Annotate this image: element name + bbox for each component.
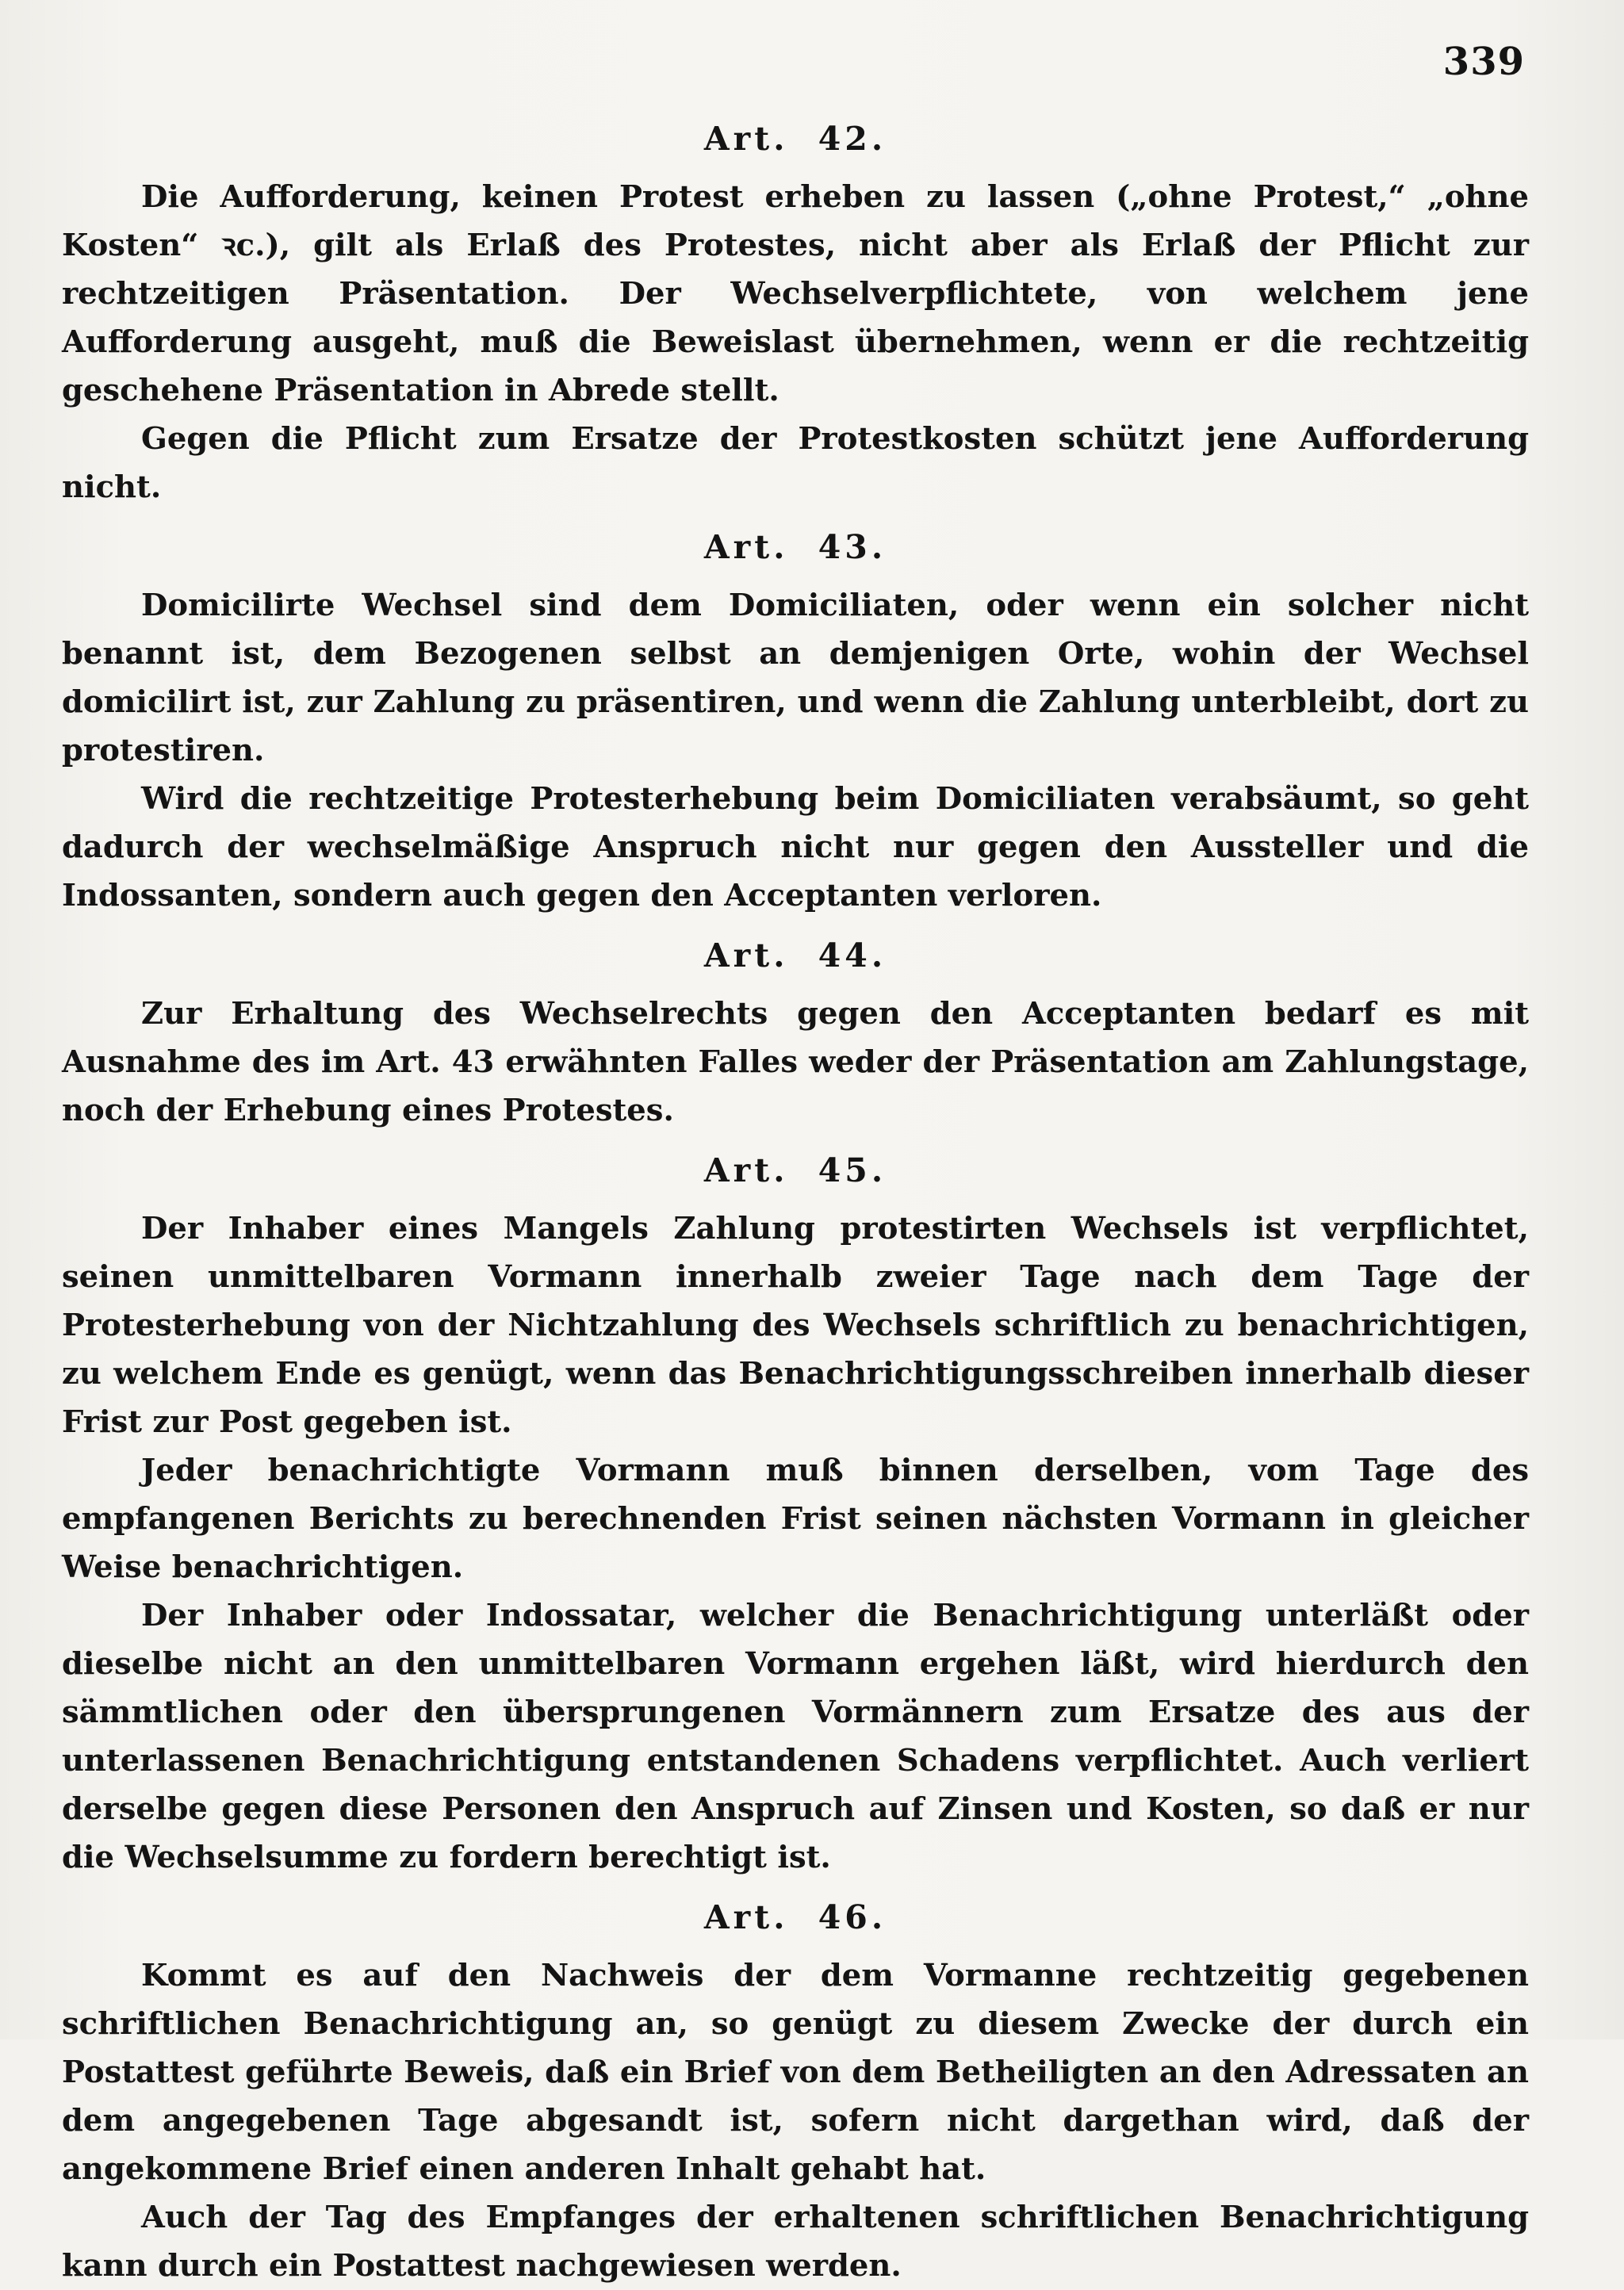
article-paragraph: Jeder benachrichtigte Vormann muß binnen derselben, vom Tage des empfangenen Berichts zu berechnenden Frist seinen nächsten Vormann in gleicher Weise benachrichtigen. bbox=[62, 1453, 1529, 1585]
article-paragraph: Kommt es auf den Nachweis der dem Vormanne rechtzeitig gegebenen schriftlichen Benachrichtigung an, so genügt zu diesem Zwecke der durch ein Postattest geführte Beweis, daß ein Brief von dem Betheiligten an den Adressaten an dem angegebenen Tage abgesandt ist, sofern nicht dargethan wird, daß der angekommene Brief einen anderen Inhalt gehabt hat. bbox=[62, 1958, 1529, 2187]
article-heading: Art. 43. bbox=[703, 528, 887, 566]
article-paragraph: Die Aufforderung, keinen Protest erheben zu lassen („ohne Protest,“ „ohne Kosten“ ꝛc.), gilt als Erlaß des Protestes, nicht aber als Erlaß der Pflicht zur rechtzeitigen Präsentation. Der Wechselverpflichtete, von welchem jene Aufforderung ausgeht, muß die Beweislast übernehmen, wenn er die rechtzeitig geschehene Präsentation in Abrede stellt. bbox=[62, 179, 1529, 408]
article-heading: Art. 45. bbox=[703, 1151, 887, 1189]
article-paragraph: Der Inhaber eines Mangels Zahlung protestirten Wechsels ist verpflichtet, seinen unmittelbaren Vormann innerhalb zweier Tage nach dem Tage der Protesterhebung von der Nichtzahlung des Wechsels schriftlich zu benachrichtigen, zu welchem Ende es genügt, wenn das Benachrichtigungsschreiben innerhalb dieser Frist zur Post gegeben ist. bbox=[62, 1211, 1529, 1440]
page-number: 339 bbox=[1442, 40, 1525, 84]
article-42 bbox=[62, 117, 1529, 511]
article-paragraph: Der Inhaber oder Indossatar, welcher die Benachrichtigung unterläßt oder dieselbe nicht an den unmittelbaren Vormann ergehen läßt, wird hierdurch den sämmtlichen oder den übersprungenen Vormännern zum Ersatze des aus der unterlassenen Benachrichtigung entstandenen Schadens verpflichtet. Auch verliert derselbe gegen diese Personen den Anspruch auf Zinsen und Kosten, so daß er nur die Wechselsumme zu fordern berechtigt ist. bbox=[62, 1598, 1529, 1875]
article-heading: Art. 46. bbox=[703, 1898, 887, 1936]
article-paragraph: Auch der Tag des Empfanges der erhaltenen schriftlichen Benachrichtigung kann durch ein Postattest nachgewiesen werden. bbox=[62, 2200, 1529, 2284]
article-46 bbox=[62, 1896, 1529, 2290]
article-45 bbox=[62, 1149, 1529, 1882]
article-paragraph: Domicilirte Wechsel sind dem Domiciliaten, oder wenn ein solcher nicht benannt ist, dem Bezogenen selbst an demjenigen Orte, wohin der Wechsel domicilirt ist, zur Zahlung zu präsentiren, und wenn die Zahlung unterbleibt, dort zu protestiren. bbox=[62, 588, 1529, 768]
page-content bbox=[62, 117, 1529, 2290]
article-paragraph: Gegen die Pflicht zum Ersatze der Protestkosten schützt jene Aufforderung nicht. bbox=[62, 421, 1529, 505]
article-43 bbox=[62, 526, 1529, 920]
article-paragraph: Wird die rechtzeitige Protesterhebung beim Domiciliaten verabsäumt, so geht dadurch der wechselmäßige Anspruch nicht nur gegen den Aussteller und die Indossanten, sondern auch gegen den Acceptanten verloren. bbox=[62, 781, 1529, 913]
article-heading: Art. 42. bbox=[703, 120, 887, 158]
article-44 bbox=[62, 934, 1529, 1135]
article-paragraph: Zur Erhaltung des Wechselrechts gegen den Acceptanten bedarf es mit Ausnahme des im Art. 43 erwähnten Falles weder der Präsentation am Zahlungstage, noch der Erhebung eines Protestes. bbox=[62, 996, 1529, 1128]
article-heading: Art. 44. bbox=[703, 936, 887, 975]
